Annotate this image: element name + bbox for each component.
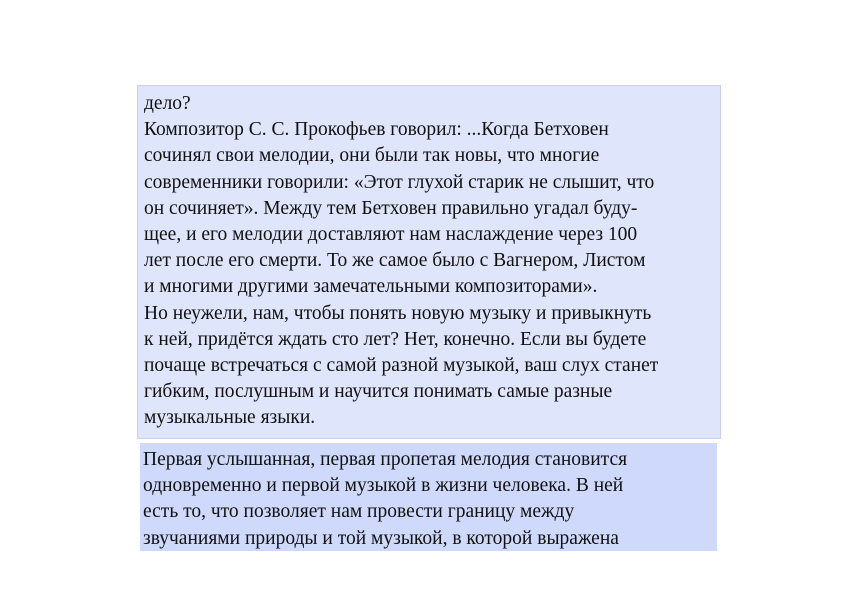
text-line: сочинял свои мелодии, они были так новы, что многие — [144, 145, 600, 167]
text-line: звучаниями природы и той музыкой, в которой выражена — [143, 527, 619, 549]
text-line: он сочиняет». Между тем Бетховен правильно угадал буду- — [144, 197, 638, 219]
text-line: дело? — [144, 93, 191, 114]
text-line: Первая услышанная, первая пропетая мелодия становится — [143, 449, 628, 470]
text-line: одновременно и первой музыкой в жизни человека. В ней — [143, 475, 624, 497]
text-block-prokofiev-quote — [137, 85, 721, 439]
text-line: современники говорили: «Этот глухой старик не слышит, что — [144, 171, 655, 193]
text-line: лет после его смерти. То же самое было с Вагнером, Листом — [144, 250, 646, 272]
text-line: гибким, послушным и научится понимать самые разные — [144, 381, 613, 403]
text-line: музыкальные языки. — [144, 407, 316, 429]
text-line: к ней, придётся ждать сто лет? Нет, конечно. Если вы будете — [144, 328, 647, 350]
text-line: и многими другими замечательными композиторами». — [144, 276, 598, 298]
text-block-first-melody — [140, 443, 717, 551]
text-line: Композитор С. С. Прокофьев говорил: ...Когда Бетховен — [144, 119, 609, 141]
text-line: есть то, что позволяет нам провести границу между — [143, 501, 575, 523]
text-line: Но неужели, нам, чтобы понять новую музыку и привыкнуть — [144, 302, 652, 324]
text-line: почаще встречаться с самой разной музыкой, ваш слух станет — [144, 355, 659, 377]
text-line: щее, и его мелодии доставляют нам наслаждение через 100 — [144, 224, 638, 246]
